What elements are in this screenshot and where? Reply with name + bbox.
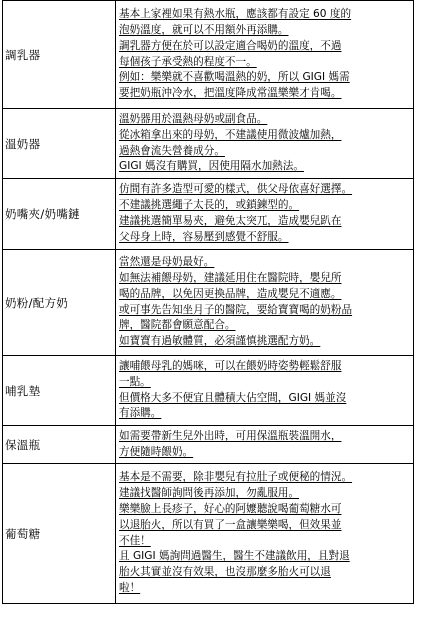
description-line: 從冰箱拿出來的母奶，不建議使用微波爐加熱， (119, 128, 342, 141)
description-line: 建議找醫師詢問後再添加，勿亂服用。 (119, 487, 300, 500)
description-line: 每個孩子承受熱的程度不一。 (119, 55, 257, 68)
item-name: 奶粉/配方奶 (3, 250, 116, 356)
description-line: 讓哺餵母乳的媽咪，可以在餵奶時姿勢輕鬆舒服 (119, 359, 342, 372)
description-line: 有添購。 (119, 407, 162, 420)
description-line: 不佳！ (119, 534, 151, 547)
description-line: 如寶寶有過敏體質，必須謹慎挑選配方奶。 (119, 335, 321, 348)
table-row (3, 356, 414, 426)
item-name: 保溫瓶 (3, 426, 116, 464)
description-line: 基本上家裡如果有熱水瓶，應該都有設定 60 度的 (119, 8, 352, 21)
table-row (3, 179, 414, 250)
description-line: 要把奶瓶沖冷水，把溫度降成常溫樂樂才肯喝。 (119, 87, 342, 100)
table-row (3, 109, 414, 179)
description-line: 不建議挑選繩子太長的，或鎖鍊型的。 (119, 199, 300, 212)
description-line: 父母身上時，容易壓到感覺不舒服。 (119, 230, 289, 243)
description-line: 一點。 (119, 375, 151, 388)
description-line: 如需要帶新生兒外出時，可用保溫瓶裝溫開水， (119, 429, 342, 442)
description-line: 牌，醫院都會願意配合。 (119, 319, 236, 332)
description-line: 例如：樂樂就不喜歡喝溫熱的奶，所以 GIGI 媽需 (119, 71, 350, 84)
description-line: 仿間有許多造型可愛的樣式，供父母依喜好選擇。 (119, 183, 353, 196)
item-name: 葡萄糖 (3, 464, 116, 604)
description-line: 泡奶溫度，就可以不用額外再添購。 (119, 23, 289, 36)
description-line: 啦！ (119, 581, 141, 594)
item-description (116, 109, 414, 179)
description-line: 方便隨時餵奶。 (119, 445, 194, 458)
table-row (3, 1, 414, 109)
description-line: GIGI 媽沒有購買，因使用隔水加熱法。 (119, 160, 304, 173)
description-line: 建議挑選簡單易夾，避免太突兀，造成嬰兒趴在 (119, 215, 342, 227)
item-name: 溫奶器 (3, 109, 116, 179)
baby-items-table (2, 0, 414, 604)
table-row (3, 464, 414, 604)
item-description (116, 426, 414, 464)
description-line: 胎火其實並沒有效果，也沒那麼多胎火可以退 (119, 566, 331, 579)
description-line: 但價格大多不便宜且體積大佔空間，GIGI 媽並沒 (119, 391, 347, 404)
table-row (3, 250, 414, 356)
description-line: 樂樂臉上長疹子，好心的阿嬤聽說喝葡萄糖水可 (119, 502, 342, 515)
table-row (3, 426, 414, 464)
description-line: 調乳器方便在於可以設定適合喝奶的溫度，不過 (119, 39, 342, 52)
description-line: 如無法補餵母奶，建議延用住在醫院時，嬰兒所 (119, 271, 342, 284)
table-body (3, 1, 414, 604)
description-line: 以退胎火，所以有買了一盒讓樂樂喝，但效果並 (119, 518, 342, 531)
description-line: 基本是不需要，除非嬰兒有拉肚子或便秘的情況。 (119, 471, 353, 484)
item-description (116, 250, 414, 356)
description-line: 喝的品牌，以免因更換品牌，造成嬰兒不適應。 (119, 287, 342, 300)
item-description (116, 179, 414, 250)
description-line: 當然還是母奶最好。 (119, 256, 215, 269)
item-name: 哺乳墊 (3, 356, 116, 426)
description-line: 且 GIGI 媽詢問過醫生，醫生不建議飲用，且對退 (119, 550, 350, 563)
item-description (116, 356, 414, 426)
item-description (116, 464, 414, 604)
description-line: 溫奶器用於溫熱母奶或副食品。 (119, 112, 268, 125)
description-line: 或可事先告知坐月子的醫院，要給寶寶喝的奶粉品 (119, 303, 353, 316)
item-description (116, 1, 414, 109)
item-name: 調乳器 (3, 1, 116, 109)
description-line: 過熱會流失營養成分。 (119, 144, 225, 157)
item-name: 奶嘴夾/奶嘴鏈 (3, 179, 116, 250)
